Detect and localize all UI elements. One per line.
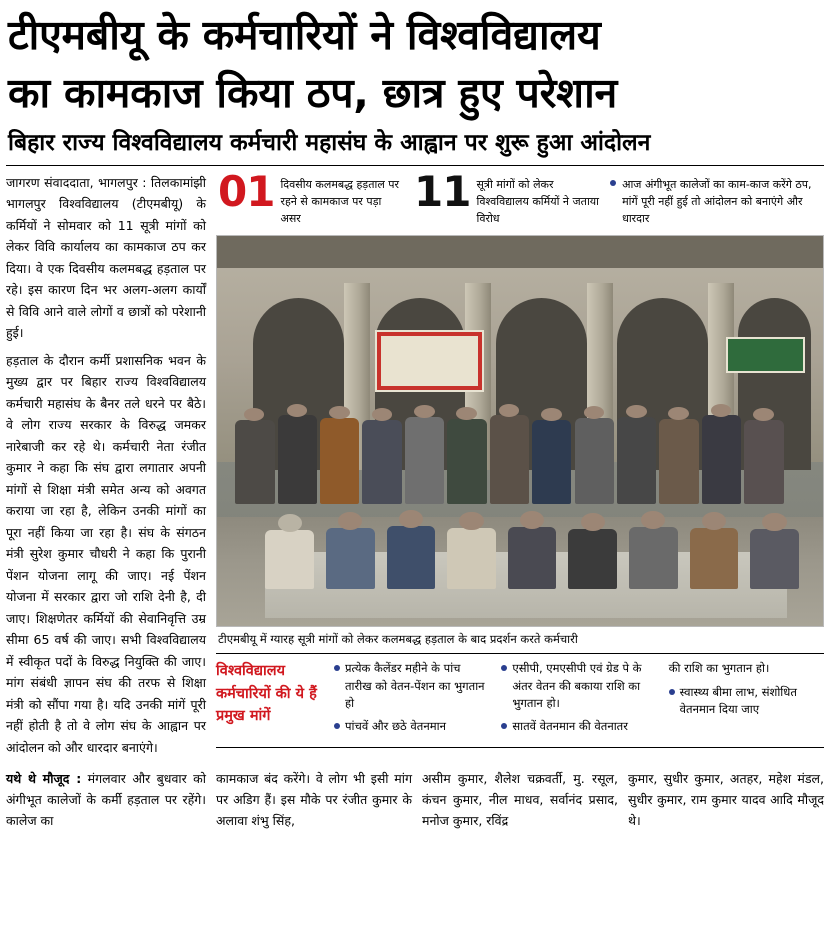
- photo-protest-banner: [375, 330, 484, 392]
- header-divider: [6, 165, 824, 166]
- photo-person: [447, 419, 486, 504]
- kicker-2-number: 11: [414, 166, 471, 216]
- photo-seated-head: [581, 513, 605, 531]
- left-body-text: [6, 172, 206, 759]
- demand-item: [334, 718, 489, 735]
- photo-person-head: [287, 404, 308, 417]
- photo-building-cornice: [217, 236, 823, 268]
- footer-column-1: [6, 769, 206, 831]
- demand-item: [501, 718, 656, 735]
- kicker-1-text: दिवसीय कलमबद्ध हड़ताल पर रहने से कामकाज पर पड़ा असर: [280, 177, 400, 226]
- photo-person: [278, 415, 317, 504]
- byline: जागरण संवाददाता, भागलपुर :: [6, 174, 147, 190]
- photo-person: [320, 418, 359, 505]
- left-text-column: [6, 172, 206, 765]
- footer-column-4: कुमार, सुधीर कुमार, अतहर, महेश मंडल, सुधीर कुमार, राम कुमार यादव आदि मौजूद थे।: [628, 771, 824, 828]
- photo-container: [216, 235, 824, 654]
- kicker-3-text: आज अंगीभूत कालेजों का काम-काज करेंगे ठप, मांगें पूरी नहीं हुई तो आंदोलन को बनाएंगे और धारदार: [622, 177, 812, 226]
- footer-column-1-text: मंगलवार और बुधवार को अंगीभूत कालेजों के कर्मी हड़ताल पर रहेंगे। कालेज का: [6, 771, 207, 828]
- footer-lead-in: यथे थे मौजूद :: [6, 771, 82, 787]
- bullet-dot-icon: [610, 180, 616, 186]
- left-paragraph-2: हड़ताल के दौरान कर्मी प्रशासनिक भवन के मुख्य द्वार पर बिहार राज्य विश्वविद्यालय कर्मचारी महासंघ के बैनर तले धरने पर बैठे। वे लोग राज्य सरकार के विरुद्ध जमकर नारेबाजी कर रहे थे। कर्मचारी नेता रंजीत कुमार ने कहा कि संघ द्वारा लगातार अपनी मांगों से शिक्षा मंत्री समेत अन्य को अवगत कराया जा रहा है, लेकिन उनकी मांगों का पूरा नहीं किया जा रहा है। संघ के संगठन मंत्री सुरेश कुमार चौधरी ने कहा कि पुरानी पेंशन योजना लागू की जाए। नई पेंशन योजना में सरकार द्वारा जो राशि देनी है, दी जाए। शिक्षणेतर कर्मियों की सेवानिवृत्ति उम्र सीमा 65 वर्ष की जाए। सभी विश्वविद्यालय में स्वीकृत पदों के विरुद्ध नियुक्ति की जाए। मांग संबंधी ज्ञापन संघ की तरफ से शिक्षा मंत्री को सौंपा गया है। यदि उनकी मांगें पूरी नहीं होती है तो वे लोग संघ के आह्वान पर आंदोलन को और धारदार बनाएंगे।: [6, 352, 206, 755]
- headline-line-2: का कामकाज किया ठप, छात्र हुए परेशान: [8, 69, 618, 118]
- photo-seated-person: [447, 528, 495, 589]
- photo-seated-person: [387, 526, 435, 589]
- demand-item: [334, 660, 489, 712]
- photo-person-head: [414, 405, 435, 418]
- photo-seated-person: [629, 527, 677, 589]
- article-body: [6, 166, 824, 765]
- photo-person-head: [711, 404, 732, 417]
- demand-text: स्वास्थ्य बीमा लाभ, संशोधित वेतनमान दिया जाए: [679, 684, 797, 716]
- photo-person: [744, 420, 783, 504]
- kicker-1: [218, 166, 404, 227]
- photo-seated-head: [459, 512, 483, 530]
- subheadline: बिहार राज्य विश्वविद्यालय कर्मचारी महासंघ के आह्वान पर शुरू हुआ आंदोलन: [8, 130, 651, 157]
- photo-person: [532, 420, 571, 504]
- footer-columns: [6, 764, 824, 831]
- photo-caption: टीएमबीयू में ग्यारह सूत्री मांगों को लेकर कलमबद्ध हड़ताल के बाद प्रदर्शन करते कर्मचारी: [216, 627, 824, 654]
- demands-column-3: [669, 660, 824, 741]
- headline-line-1: टीएमबीयू के कर्मचारियों ने विश्वविद्यालय: [8, 11, 601, 59]
- demand-text: प्रत्येक कैलेंडर महीने के पांच तारीख को वेतन-पेंशन का भुगतान हो: [345, 661, 485, 710]
- photo-person: [405, 417, 444, 505]
- demand-text: पांचवें और छठे वेतनमान: [345, 719, 446, 734]
- photo-person-head: [584, 406, 605, 419]
- demands-column-1: [334, 660, 489, 741]
- photo-seated-crowd: [217, 493, 823, 594]
- demand-text: सातवें वेतनमान की वेतनातर: [512, 719, 628, 734]
- demand-text: एसीपी, एमएसीपी एवं ग्रेड पे के अंतर वेतन की बकाया राशि का भुगतान हो।: [512, 661, 642, 710]
- demands-columns: [334, 660, 824, 741]
- left-paragraph-1: तिलकामांझी भागलपुर विश्वविद्यालय (टीएमबीयू) के कर्मियों ने सोमवार को 11 सूत्री मांगों को लेकर विवि कार्यालय का कामकाज ठप कर दिया। वे एक दिवसीय कलमबद्ध हड़ताल पर रहे। इस कारण दिन भर अलग-अलग कार्यों से विवि आने वाले लोगों व छात्रों को परेशानी हुई।: [6, 174, 206, 341]
- bullet-dot-icon: [501, 723, 507, 729]
- demands-section: [216, 654, 824, 748]
- photo-seated-person: [265, 530, 313, 589]
- footer-column-2: कामकाज बंद करेंगे। वे लोग भी इसी मांग पर अडिग हैं। इस मौके पर रंजीत कुमार के अलावा शंभु सिंह,: [216, 771, 412, 828]
- demand-item: [669, 684, 824, 719]
- photo-side-banner: [726, 337, 805, 372]
- bullet-dot-icon: [501, 665, 507, 671]
- photo-banner-inner: [381, 336, 478, 386]
- bullet-dot-icon: [334, 665, 340, 671]
- photo-seated-person: [690, 528, 738, 589]
- photo-person-head: [499, 404, 520, 417]
- photo-seated-person: [508, 527, 556, 589]
- photo-seated-head: [399, 510, 423, 528]
- demand-item: [501, 660, 656, 712]
- kicker-3: [610, 174, 824, 227]
- photo-person-head: [329, 406, 350, 419]
- demands-column-2: [501, 660, 656, 741]
- byline-paragraph: [6, 172, 206, 344]
- photo-person: [659, 419, 698, 504]
- kicker-2: [414, 166, 600, 227]
- photo-seated-head: [702, 512, 726, 530]
- photo-person: [575, 418, 614, 505]
- protest-photo: [216, 235, 824, 627]
- kicker-2-text: सूत्री मांगों को लेकर विश्वविद्यालय कर्मियों ने जताया विरोध: [476, 177, 600, 226]
- photo-person: [702, 415, 741, 504]
- demand-item: [669, 660, 824, 677]
- kicker-strip: [216, 166, 824, 235]
- photo-seated-person: [326, 528, 374, 589]
- right-column: [216, 166, 824, 748]
- photo-seated-person: [568, 529, 616, 589]
- photo-person: [490, 415, 529, 504]
- page-title: [6, 4, 824, 122]
- photo-person: [362, 420, 401, 504]
- demands-title: विश्वविद्यालय कर्मचारियों की ये हैं प्रमुख मांगें: [216, 663, 317, 725]
- bullet-dot-icon: [669, 689, 675, 695]
- photo-seated-person: [750, 529, 798, 589]
- demand-text: की राशि का भुगतान हो।: [668, 661, 770, 676]
- photo-standing-crowd: [217, 392, 823, 509]
- photo-seated-head: [278, 514, 302, 532]
- photo-person: [617, 417, 656, 505]
- photo-seated-head: [762, 513, 786, 531]
- photo-seated-head: [520, 511, 544, 529]
- kicker-1-number: 01: [218, 166, 275, 216]
- footer-column-3: असीम कुमार, शैलेश चक्रवर्ती, मु. रसूल, कंचन कुमार, नील माधव, सर्वानंद प्रसाद, मनोज कुमार, रविंद्र: [422, 771, 618, 828]
- photo-person-head: [626, 405, 647, 418]
- bullet-dot-icon: [334, 723, 340, 729]
- photo-person: [235, 420, 274, 504]
